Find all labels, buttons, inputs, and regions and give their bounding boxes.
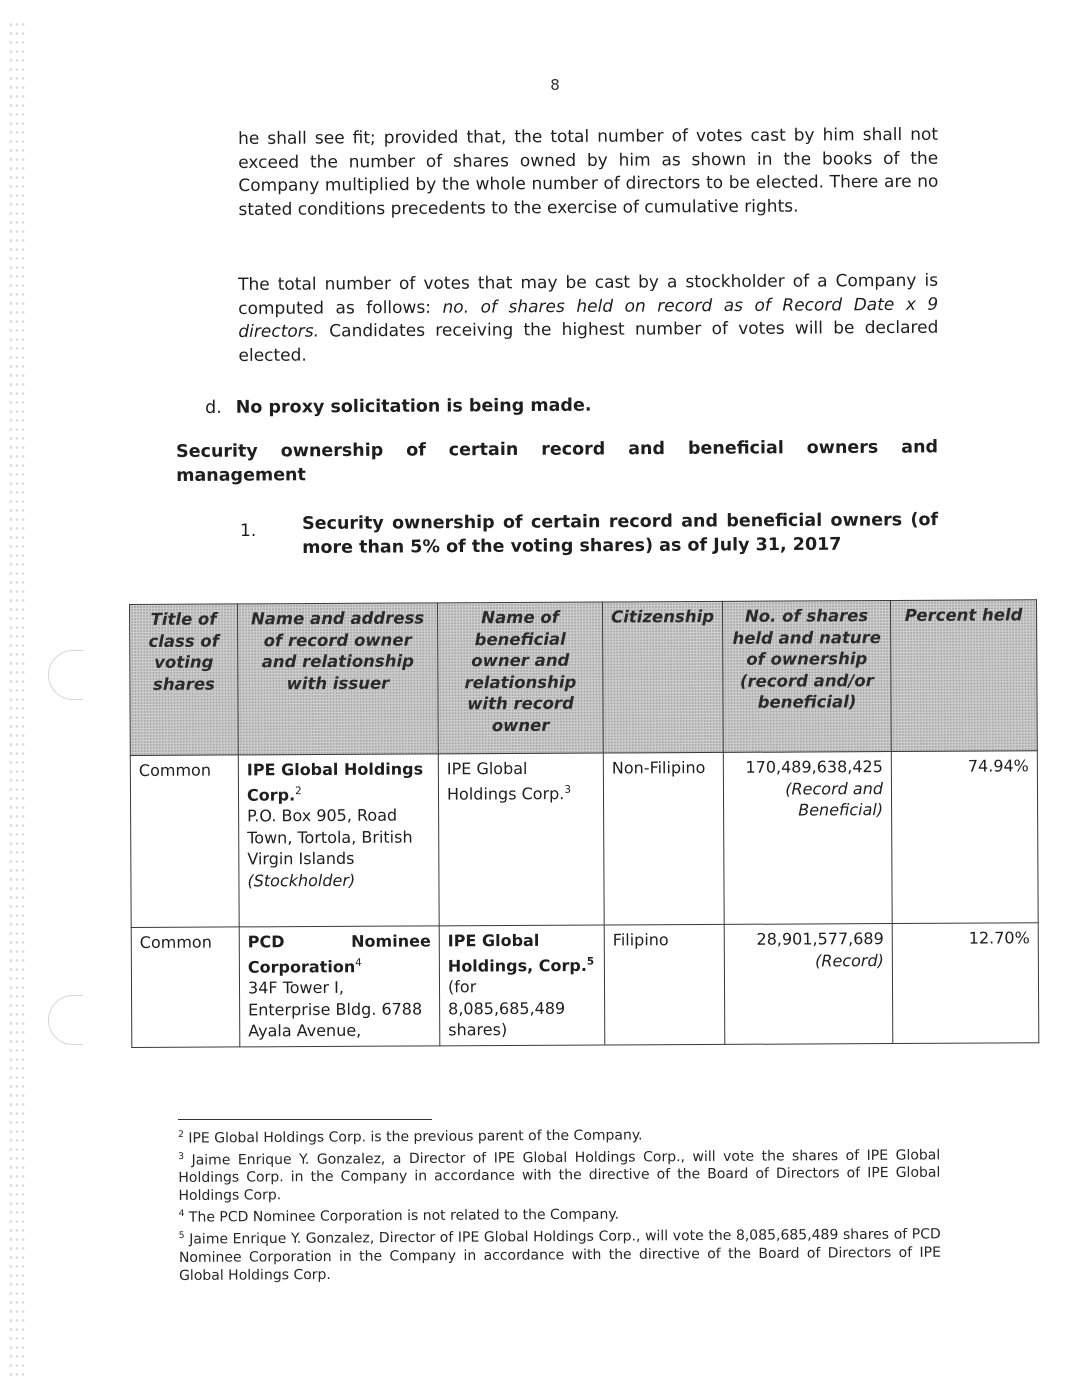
ownership-table <box>129 599 1039 1048</box>
footnote-number: 4 <box>178 1209 185 1220</box>
record-owner-address: P.O. Box 905, Road Town, Tortola, British Virgin Islands <box>247 805 413 869</box>
page-number: 8 <box>550 76 560 94</box>
footnote-text: Jaime Enrique Y. Gonzalez, a Director of IPE Global Holdings Corp., will vote the shares of IPE Global Holdings Corp. in the Company in accordance with the directive of the Board of Directors of IPE Global Holdings Corp. <box>178 1146 941 1205</box>
cell-citizenship: Filipino <box>604 924 725 1044</box>
footnote-number: 3 <box>178 1151 185 1162</box>
table-row <box>130 751 1038 928</box>
cell-beneficial-owner <box>438 753 604 926</box>
column-header: Name of beneficial owner and relationship with record owner <box>437 602 603 754</box>
footnote-ref: 5 <box>586 955 595 968</box>
punch-hole-mark <box>48 995 83 1045</box>
cell-citizenship: Non-Filipino <box>603 752 724 925</box>
cell-record-owner <box>239 926 440 1047</box>
footnote-text: Jaime Enrique Y. Gonzalez, Director of IPE Global Holdings Corp., will vote the 8,085,685,489 shares of PCD Nominee Corporation in the Company in accordance with the directive of the Board of Directors of IPE Global Holdings Corp. <box>178 1226 941 1284</box>
list-marker: d. <box>205 397 222 418</box>
shares-count: 170,489,638,425 <box>745 757 883 777</box>
cell-percent: 12.70% <box>892 923 1039 1044</box>
cell-record-owner <box>238 754 439 927</box>
cell-shares <box>723 752 892 925</box>
footnote-number: 5 <box>178 1230 185 1241</box>
footnote-ref: 3 <box>564 783 572 796</box>
footnotes <box>178 1121 941 1285</box>
footnote <box>178 1142 940 1205</box>
footnote-ref: 2 <box>295 784 302 797</box>
beneficial-owner-name: IPE Global Holdings, Corp. <box>447 930 587 976</box>
cell-beneficial-owner <box>439 925 605 1046</box>
footnote-text: IPE Global Holdings Corp. is the previous parent of the Company. <box>188 1127 643 1147</box>
record-owner-name <box>248 930 431 952</box>
list-item-d <box>205 396 592 418</box>
paragraph-text: Candidates receiving the highest number of votes will be declared elected. <box>238 317 939 366</box>
record-owner-relationship: (Stockholder) <box>247 870 356 891</box>
paragraph-text: The total number of votes that may be cast by a stockholder of a Company is computed as follows: <box>238 270 939 319</box>
table-row <box>131 923 1039 1048</box>
paragraph-cumulative-voting: he shall see fit; provided that, the total number of votes cast by him shall not exceed the number of shares owned by him as shown in the books of the Company multiplied by the whole number of directors to be elected. There are no stated conditions precedents to the exercise of cumulative rights. <box>238 124 939 220</box>
ownership-nature: (Record and Beneficial) <box>785 778 884 820</box>
subsection-heading: Security ownership of certain record and beneficial owners (of more than 5% of the voting shares) as of July 31, 2017 <box>302 510 939 558</box>
column-header: Citizenship <box>602 601 723 753</box>
scan-perforation-edge <box>8 20 26 1380</box>
shares-count: 28,901,577,689 <box>756 929 884 949</box>
record-owner-name-part: PCD <box>247 932 285 952</box>
record-owner-name-part: Corporation <box>247 956 356 977</box>
column-header: No. of shares held and nature of ownership (record and/or beneficial) <box>722 601 891 753</box>
column-header: Title of class of voting shares <box>130 604 239 756</box>
beneficial-owner-note: (for 8,085,685,489 shares) <box>447 977 566 1040</box>
footnote-number: 2 <box>178 1129 184 1140</box>
paragraph-italic-formula: no. of shares held on record as of Record Date x 9 directors. <box>238 294 939 342</box>
footnote <box>179 1222 941 1285</box>
cell-class: Common <box>131 927 240 1047</box>
footnote-ref: 4 <box>355 956 362 969</box>
footnote-text: The PCD Nominee Corporation is not related to the Company. <box>188 1206 620 1226</box>
beneficial-owner-name: IPE Global Holdings Corp. <box>446 758 565 804</box>
punch-hole-mark <box>48 650 83 700</box>
subsection-number: 1. <box>240 521 257 541</box>
table-header-row <box>130 600 1038 756</box>
record-owner-name: IPE Global Holdings Corp. <box>246 759 424 805</box>
section-heading: Security ownership of certain record and beneficial owners and management <box>176 437 939 486</box>
column-header: Name and address of record owner and relationship with issuer <box>238 603 439 755</box>
footnote-divider <box>178 1119 432 1120</box>
list-item-text: No proxy solicitation is being made. <box>235 395 592 418</box>
record-owner-name-part: Nominee <box>351 931 431 951</box>
cell-class: Common <box>130 755 239 928</box>
cell-percent: 74.94% <box>891 751 1038 924</box>
paragraph-total-votes <box>238 270 939 368</box>
cell-shares <box>724 924 893 1045</box>
column-header: Percent held <box>890 600 1037 752</box>
ownership-nature: (Record) <box>815 950 884 970</box>
record-owner-address: 34F Tower I, Enterprise Bldg. 6788 Ayala Avenue, <box>247 978 423 1041</box>
